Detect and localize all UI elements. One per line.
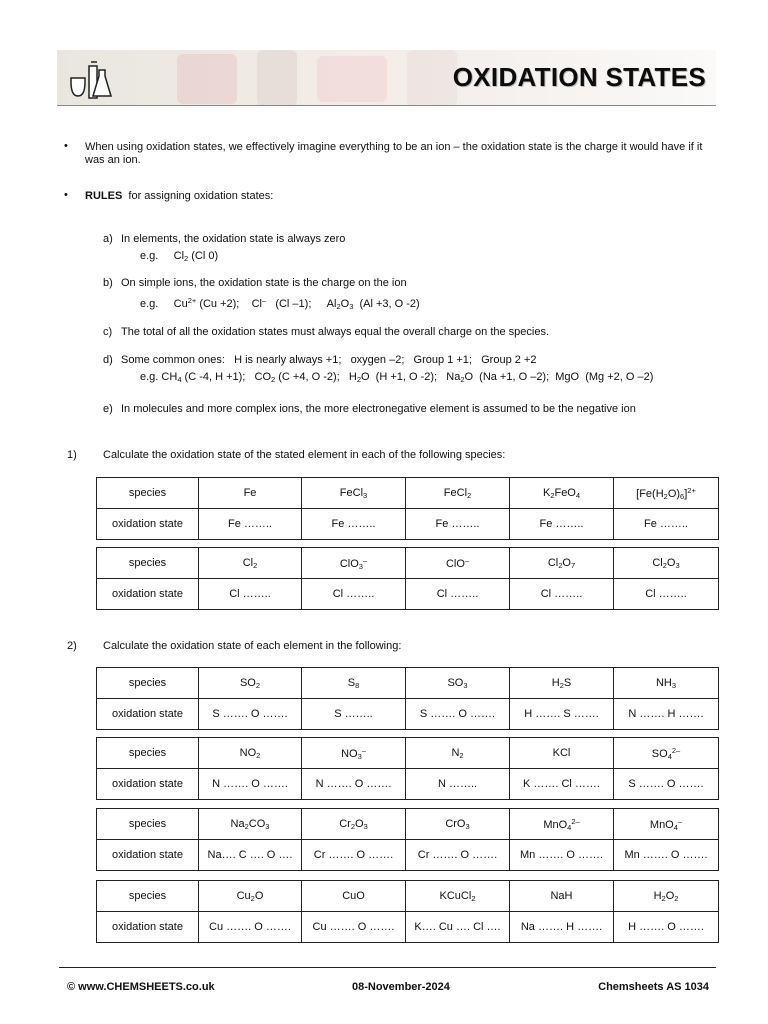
- species-cell: FeCl$_2$: [406, 478, 510, 509]
- q2-table-2: [96, 737, 719, 800]
- species-cell: $[Fe(H_2O)_6]^{2+}$: [614, 478, 719, 509]
- species-cell: $K_2FeO_4$: [510, 478, 614, 509]
- species-cell: $Cl_2O_3$: [614, 548, 719, 579]
- rule-c-letter: c): [103, 326, 113, 338]
- species-cell: $N_2$: [406, 738, 510, 769]
- answer-cell[interactable]: Cr ……. O …….: [406, 840, 510, 871]
- species-label: species: [97, 548, 199, 579]
- species-cell: FeCl$_3$: [302, 478, 406, 509]
- footer-date: 08-November-2024: [352, 981, 450, 993]
- answer-cell[interactable]: Mn ……. O …….: [510, 840, 614, 871]
- answer-cell[interactable]: N ……. O …….: [199, 769, 302, 800]
- species-cell: $Na_2CO_3$: [199, 809, 302, 840]
- eg-label: e.g.: [140, 250, 159, 262]
- eg-label: e.g.: [140, 371, 159, 383]
- question-1-text: Calculate the oxidation state of the stated element in each of the following species:: [103, 449, 506, 461]
- answer-cell[interactable]: Mn ……. O …….: [614, 840, 719, 871]
- answer-cell[interactable]: Fe ……..: [199, 509, 302, 540]
- rule-d-letter: d): [103, 354, 113, 366]
- species-label: species: [97, 738, 199, 769]
- rules-strong: RULES: [85, 190, 123, 202]
- rules-heading: [85, 190, 273, 203]
- rule-a-text: In elements, the oxidation state is always zero: [121, 233, 346, 245]
- answer-cell[interactable]: S ……..: [302, 699, 406, 730]
- oxidation-label: oxidation state: [97, 579, 199, 610]
- footer-sheet-id: Chemsheets AS 1034: [598, 981, 709, 993]
- eg-label: e.g.: [140, 298, 159, 310]
- answer-cell[interactable]: S ……. O …….: [614, 769, 719, 800]
- species-label: species: [97, 668, 199, 699]
- table-row: [97, 668, 719, 699]
- answer-cell[interactable]: Fe ……..: [510, 509, 614, 540]
- answer-cell[interactable]: Cl ……..: [199, 579, 302, 610]
- q2-table-3: [96, 808, 719, 871]
- rule-a-letter: a): [103, 233, 113, 245]
- answer-cell[interactable]: S ……. O …….: [406, 699, 510, 730]
- rule-b-text: On simple ions, the oxidation state is the charge on the ion: [121, 277, 407, 289]
- answer-cell[interactable]: Fe ……..: [302, 509, 406, 540]
- answer-cell[interactable]: N ……..: [406, 769, 510, 800]
- footer-website[interactable]: © www.CHEMSHEETS.co.uk: [67, 981, 215, 993]
- answer-cell[interactable]: Fe ……..: [614, 509, 719, 540]
- lab-glassware-icon: [67, 58, 115, 104]
- oxidation-label: oxidation state: [97, 912, 199, 943]
- answer-cell[interactable]: Cl ……..: [614, 579, 719, 610]
- question-2-number: 2): [67, 640, 77, 652]
- species-cell: ClO$_3$–: [302, 548, 406, 579]
- species-label: species: [97, 809, 199, 840]
- oxidation-label: oxidation state: [97, 699, 199, 730]
- rule-b-letter: b): [103, 277, 113, 289]
- species-cell: $Cl_2$: [199, 548, 302, 579]
- rule-e-letter: e): [103, 403, 113, 415]
- table-row: [97, 840, 719, 871]
- table-row: [97, 579, 719, 610]
- species-cell: $Cl_2O_7$: [510, 548, 614, 579]
- oxidation-label: oxidation state: [97, 509, 199, 540]
- q1-table-iron: [96, 477, 719, 540]
- species-cell: $Cu_2O$: [199, 881, 302, 912]
- answer-cell[interactable]: Cl ……..: [406, 579, 510, 610]
- rule-d-example: e.g. $CH_4$ (C -4, H +1); $CO_2$ (C +4, O -2); $H_2O$ (H +1, O -2); $Na_2O$ (Na +1, O –2); MgO (Mg +2, O –2): [140, 371, 654, 384]
- oxidation-label: oxidation state: [97, 840, 199, 871]
- answer-cell[interactable]: Cu ……. O …….: [302, 912, 406, 943]
- table-row: [97, 548, 719, 579]
- q2-table-4: [96, 880, 719, 943]
- species-cell: $NO_2$: [199, 738, 302, 769]
- rules-rest: for assigning oxidation states:: [128, 190, 274, 202]
- question-2-text: Calculate the oxidation state of each element in the following:: [103, 640, 402, 652]
- answer-cell[interactable]: Na ……. H …….: [510, 912, 614, 943]
- answer-cell[interactable]: K ……. Cl …….: [510, 769, 614, 800]
- answer-cell[interactable]: Fe ……..: [406, 509, 510, 540]
- rule-b-example: e.g. $Cu^{2+}$ (Cu +2); Cl– (Cl –1); $Al_2O_3$ (Al +3, O -2): [140, 296, 420, 311]
- intro-text: When using oxidation states, we effectively imagine everything to be an ion – the oxidation state is the charge it would have if it was an ion.: [85, 141, 703, 166]
- species-cell: NaH: [510, 881, 614, 912]
- table-row: [97, 738, 719, 769]
- species-cell: $S_8$: [302, 668, 406, 699]
- table-row: [97, 699, 719, 730]
- species-cell: MnO$_4$–: [614, 809, 719, 840]
- species-label: species: [97, 478, 199, 509]
- species-cell: Fe: [199, 478, 302, 509]
- bullet-dot: •: [64, 140, 68, 152]
- answer-cell[interactable]: K…. Cu …. Cl ….: [406, 912, 510, 943]
- rule-e-text: In molecules and more complex ions, the more electronegative element is assumed to be the negative ion: [121, 403, 636, 415]
- answer-cell[interactable]: S ……. O …….: [199, 699, 302, 730]
- species-cell: $NH_3$: [614, 668, 719, 699]
- answer-cell[interactable]: N ……. H …….: [614, 699, 719, 730]
- footer-divider: [59, 967, 716, 968]
- table-row: [97, 509, 719, 540]
- table-row: [97, 881, 719, 912]
- species-cell: ClO–: [406, 548, 510, 579]
- species-cell: $Cr_2O_3$: [302, 809, 406, 840]
- table-row: [97, 912, 719, 943]
- page-title: OXIDATION STATES: [452, 62, 706, 92]
- species-cell: KCl: [510, 738, 614, 769]
- rule-a-example: e.g. $Cl_2$ (Cl 0): [140, 250, 219, 263]
- rule-d-text: Some common ones: H is nearly always +1; oxygen –2; Group 1 +1; Group 2 +2: [121, 354, 537, 366]
- answer-cell[interactable]: Na…. C …. O ….: [199, 840, 302, 871]
- species-cell: $SO_2$: [199, 668, 302, 699]
- species-cell: $H_2S$: [510, 668, 614, 699]
- species-cell: $SO_4^{2-}$: [614, 738, 719, 769]
- species-cell: $SO_3$: [406, 668, 510, 699]
- q2-table-1: [96, 667, 719, 730]
- answer-cell[interactable]: Cr ……. O …….: [302, 840, 406, 871]
- answer-cell[interactable]: Cu ……. O …….: [199, 912, 302, 943]
- header-divider: [57, 105, 716, 106]
- oxidation-label: oxidation state: [97, 769, 199, 800]
- answer-cell[interactable]: N ……. O …….: [302, 769, 406, 800]
- rule-c-text: The total of all the oxidation states must always equal the overall charge on the species.: [121, 326, 550, 338]
- answer-cell[interactable]: H ……. S …….: [510, 699, 614, 730]
- species-cell: $H_2O_2$: [614, 881, 719, 912]
- species-cell: $NO_3^-$: [302, 738, 406, 769]
- species-cell: MnO$_4^{2-}$: [510, 809, 614, 840]
- table-row: [97, 769, 719, 800]
- species-cell: KCuCl$_2$: [406, 881, 510, 912]
- q1-table-chlorine: [96, 547, 719, 610]
- species-cell: CuO: [302, 881, 406, 912]
- answer-cell[interactable]: H ……. O …….: [614, 912, 719, 943]
- answer-cell[interactable]: Cl ……..: [302, 579, 406, 610]
- species-label: species: [97, 881, 199, 912]
- species-cell: CrO$_3$: [406, 809, 510, 840]
- answer-cell[interactable]: Cl ……..: [510, 579, 614, 610]
- table-row: [97, 478, 719, 509]
- table-row: [97, 809, 719, 840]
- question-1-number: 1): [67, 449, 77, 461]
- bullet-dot: •: [64, 189, 68, 201]
